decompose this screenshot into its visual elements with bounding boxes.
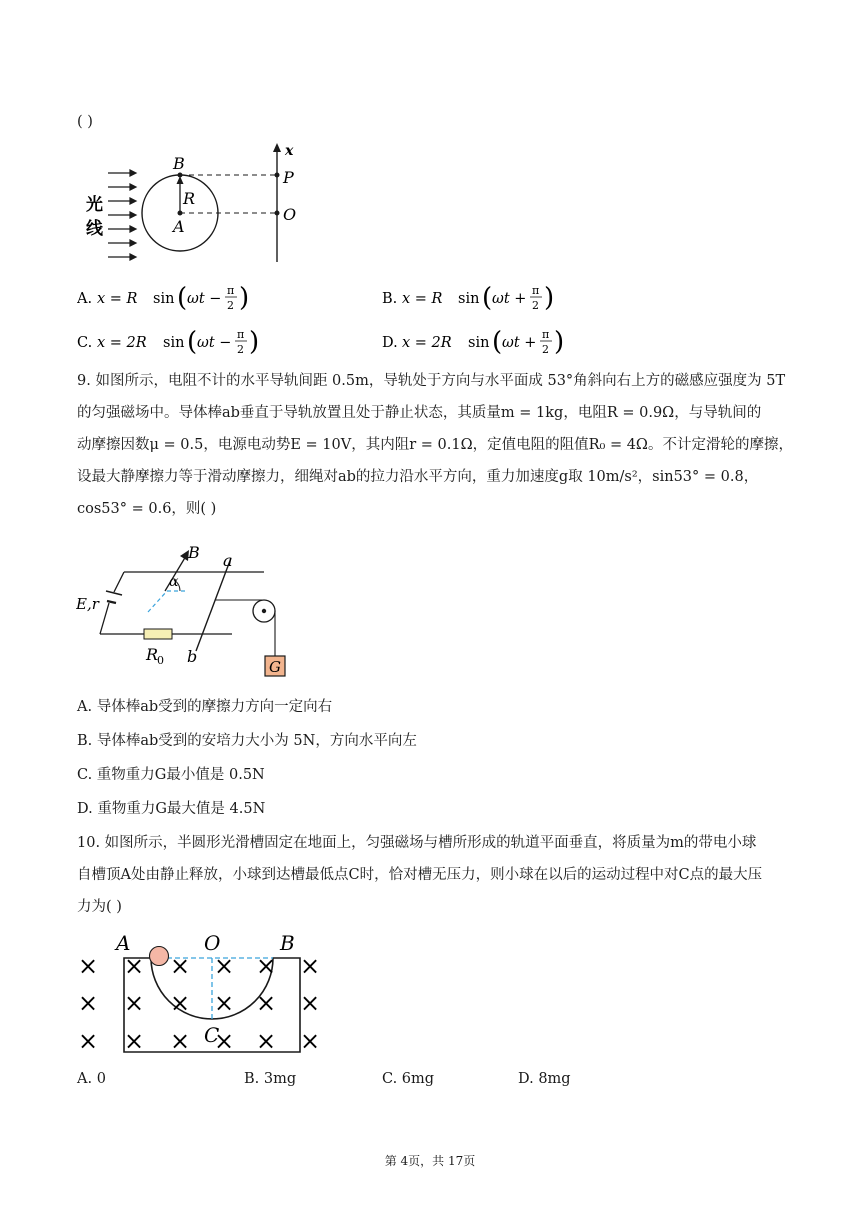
label-r: R: [183, 189, 196, 208]
svg-text:D.: D.: [382, 335, 398, 351]
q9-stem-line-4: 设最大静摩擦力等于滑动摩擦力，细绳对ab的拉力沿水平方向，重力加速度g取 10m/s²，sin53° = 0.8，: [77, 469, 759, 485]
svg-text:): ): [554, 327, 565, 357]
svg-text:2: 2: [227, 299, 234, 312]
svg-text:×: ×: [300, 989, 321, 1017]
label-a: a: [223, 551, 233, 570]
svg-text:x = 2R: x = 2R: [402, 335, 452, 351]
q10-stem-line-2: 自槽顶A处由静止释放，小球到达槽最低点C时，恰对槽无压力，则小球在以后的运动过程中对C点的最大压: [77, 867, 763, 883]
svg-text:(: (: [187, 327, 198, 357]
svg-text:x = R: x = R: [97, 291, 138, 307]
q8-option-d: [382, 326, 682, 358]
point-o: [275, 211, 280, 216]
label-alpha: α: [169, 574, 179, 590]
label-b: B: [188, 543, 200, 562]
q9-stem-line-2: 的匀强磁场中。导体棒ab垂直于导轨放置且处于静止状态，其质量m = 1kg，电阻R = 0.9Ω，与导轨间的: [77, 405, 762, 421]
point-p: [275, 173, 280, 178]
label-x: x: [285, 143, 294, 159]
svg-text:×: ×: [124, 989, 145, 1017]
q10-option-c: C. 6mg: [382, 1071, 435, 1087]
q9-stem-line-5: cos53° = 0.6，则( ): [77, 501, 217, 517]
svg-text:×: ×: [214, 989, 235, 1017]
q10-option-a: A. 0: [77, 1071, 106, 1087]
q10-figure: [76, 928, 336, 1060]
q9-option-d: D. 重物重力G最大值是 4.5N: [77, 801, 266, 817]
svg-text:(: (: [492, 327, 503, 357]
svg-text:π: π: [542, 328, 550, 341]
label-o: O: [283, 205, 297, 224]
svg-text:sin: sin: [153, 291, 175, 307]
svg-text:sin: sin: [163, 335, 185, 351]
svg-text:2: 2: [532, 299, 539, 312]
svg-text:×: ×: [170, 952, 191, 980]
svg-text:): ): [544, 283, 555, 313]
q8-option-b: [382, 282, 682, 314]
q9-stem-line-3: 动摩擦因数μ = 0.5，电源电动势E = 10V，其内阻r = 0.1Ω，定值电阻的阻值R₀ = 4Ω。不计定滑轮的摩擦，: [77, 437, 793, 453]
svg-text:): ): [239, 283, 250, 313]
label-g: G: [269, 658, 281, 676]
svg-text:A.: A.: [77, 291, 93, 307]
q10-option-b: B. 3mg: [244, 1071, 297, 1087]
svg-text:×: ×: [256, 1027, 277, 1055]
q8-stem-tail: ( ): [77, 114, 93, 130]
svg-text:B.: B.: [382, 291, 398, 307]
battery-plate-short: [107, 601, 116, 603]
label-rod-b: b: [187, 647, 198, 666]
label-o: O: [204, 931, 221, 955]
q9-stem-line-1: 9. 如图所示，电阻不计的水平导轨间距 0.5m，导轨处于方向与水平面成 53°角斜向右上方的磁感应强度为 5T: [77, 373, 786, 389]
radius-arrowhead: [177, 176, 184, 184]
q8-option-c: [77, 326, 377, 358]
svg-text:×: ×: [78, 989, 99, 1017]
label-p: P: [283, 168, 294, 187]
svg-text:2: 2: [542, 343, 549, 356]
q9-figure: [76, 536, 296, 686]
page-footer: 第 4页，共 17页: [384, 1154, 476, 1168]
q9-option-a: A. 导体棒ab受到的摩擦力方向一定向右: [77, 699, 333, 715]
svg-text:×: ×: [124, 952, 145, 980]
dashed-vertical-ref: [148, 591, 167, 612]
q8-figure: [80, 140, 320, 270]
q10-option-d: D. 8mg: [518, 1071, 571, 1087]
svg-text:x = 2R: x = 2R: [97, 335, 147, 351]
x-axis-arrowhead: [273, 143, 281, 152]
label-a: A: [173, 217, 185, 236]
label-r0-sub: 0: [157, 654, 164, 667]
q9-option-c: C. 重物重力G最小值是 0.5N: [77, 767, 265, 783]
svg-text:×: ×: [300, 1027, 321, 1055]
svg-text:): ): [249, 327, 260, 357]
label-r0: R: [146, 645, 159, 664]
svg-text:sin: sin: [468, 335, 490, 351]
svg-text:C.: C.: [77, 335, 93, 351]
svg-text:π: π: [227, 284, 235, 297]
label-a: A: [116, 931, 131, 955]
svg-text:π: π: [532, 284, 540, 297]
svg-text:ωt +: ωt +: [502, 335, 537, 351]
svg-text:ωt −: ωt −: [197, 335, 232, 351]
svg-text:×: ×: [78, 1027, 99, 1055]
svg-text:π: π: [237, 328, 245, 341]
q10-stem-line-3: 力为( ): [77, 899, 122, 915]
svg-text:(: (: [482, 283, 493, 313]
label-b: B: [173, 154, 185, 173]
label-er: E,r: [76, 595, 99, 613]
svg-text:×: ×: [300, 952, 321, 980]
svg-text:2: 2: [237, 343, 244, 356]
charged-ball: [150, 947, 169, 966]
svg-text:ωt −: ωt −: [187, 291, 222, 307]
svg-text:sin: sin: [458, 291, 480, 307]
light-arrows: [108, 170, 136, 260]
label-b: B: [280, 931, 295, 955]
svg-text:×: ×: [214, 952, 235, 980]
q8-option-a: [77, 282, 377, 314]
svg-text:x = R: x = R: [402, 291, 443, 307]
svg-text:×: ×: [256, 952, 277, 980]
q10-stem-line-1: 10. 如图所示，半圆形光滑槽固定在地面上，匀强磁场与槽所形成的轨道平面垂直，将质量为m的带电小球: [77, 835, 757, 851]
label-c: C: [204, 1023, 220, 1047]
field-crosses: [78, 952, 320, 1055]
light-char-2: 线: [86, 219, 103, 239]
svg-text:×: ×: [170, 1027, 191, 1055]
svg-text:×: ×: [256, 989, 277, 1017]
svg-text:×: ×: [78, 952, 99, 980]
svg-text:(: (: [177, 283, 188, 313]
svg-text:ωt +: ωt +: [492, 291, 527, 307]
resistor-r0: [144, 629, 172, 639]
svg-text:×: ×: [124, 1027, 145, 1055]
svg-text:×: ×: [214, 1027, 235, 1055]
light-char-1: 光: [86, 195, 103, 215]
svg-text:×: ×: [170, 989, 191, 1017]
q9-option-b: B. 导体棒ab受到的安培力大小为 5N，方向水平向左: [77, 733, 417, 749]
